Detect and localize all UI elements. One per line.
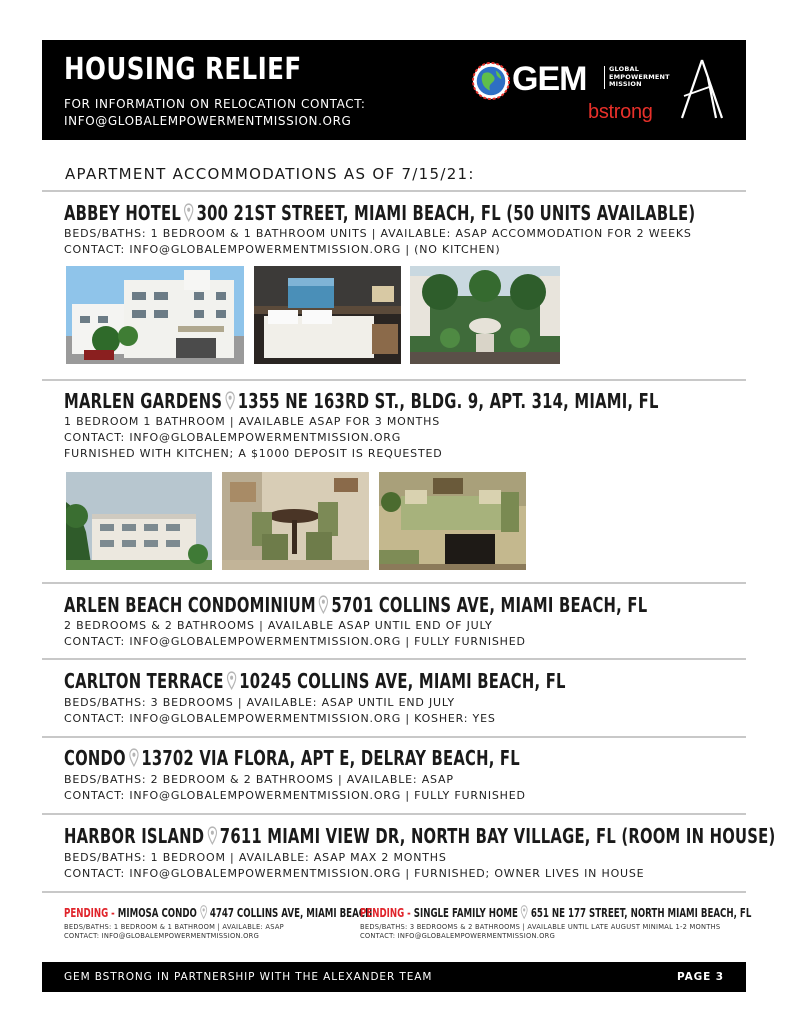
pending-title-single-family-home: PENDING - SINGLE FAMILY HOME 651 NE 177 STREET, NORTH MIAMI BEACH, FL <box>360 906 752 920</box>
pending-title-mimosa-condo: PENDING - MIMOSA CONDO 4747 COLLINS AVE, MIAMI BEACH <box>64 906 373 920</box>
listing-title-harbor-island <box>64 824 775 848</box>
listing-name: CONDO <box>64 746 126 770</box>
listing-detail: BEDS/BATHS: 2 BEDROOM & 2 BATHROOMS | AVAILABLE: ASAP <box>64 773 454 786</box>
listing-title-abbey-hotel <box>64 201 695 225</box>
location-pin-icon <box>200 905 207 919</box>
footer-partnership-text: GEM BSTRONG IN PARTNERSHIP WITH THE ALEXANDER TEAM <box>64 971 433 983</box>
header-contact-label: FOR INFORMATION ON RELOCATION CONTACT: <box>64 97 366 111</box>
divider <box>42 813 746 815</box>
listing-name: HARBOR ISLAND <box>64 824 205 848</box>
pending-status-badge: PENDING <box>64 906 109 920</box>
listing-detail: CONTACT: INFO@GLOBALEMPOWERMENTMISSION.ORG | KOSHER: YES <box>64 712 496 725</box>
listing-detail: CONTACT: INFO@GLOBALEMPOWERMENTMISSION.ORG | (NO KITCHEN) <box>64 243 501 256</box>
listing-title-carlton-terrace <box>64 669 566 693</box>
pending-status-badge: PENDING <box>360 906 405 920</box>
page-header <box>42 40 746 140</box>
pending-address: 4747 COLLINS AVE, MIAMI BEACH <box>209 906 373 920</box>
alexander-team-logo-icon <box>678 56 726 122</box>
listing-address: 300 21ST STREET, MIAMI BEACH, FL (50 UNITS AVAILABLE) <box>196 201 696 225</box>
listing-detail: BEDS/BATHS: 3 BEDROOMS | AVAILABLE: ASAP UNTIL END JULY <box>64 696 455 709</box>
header-contact-email[interactable]: INFO@GLOBALEMPOWERMENTMISSION.ORG <box>64 114 352 128</box>
listing-detail: FURNISHED WITH KITCHEN; A $1000 DEPOSIT IS REQUESTED <box>64 447 443 460</box>
pending-name: SINGLE FAMILY HOME <box>413 906 518 920</box>
divider <box>42 582 746 584</box>
listing-title-arlen-beach <box>64 593 647 617</box>
page-title: HOUSING RELIEF <box>64 52 302 87</box>
listing-address: 1355 NE 163RD ST., BLDG. 9, APT. 314, MIAMI, FL <box>237 389 659 413</box>
divider <box>42 736 746 738</box>
page-footer <box>42 962 746 992</box>
photo-marlen-gardens-exterior <box>66 472 212 570</box>
listing-address: 5701 COLLINS AVE, MIAMI BEACH, FL <box>331 593 648 617</box>
pending-detail: BEDS/BATHS: 1 BEDROOM & 1 BATHROOM | AVAILABLE: ASAP <box>64 923 284 931</box>
listing-detail: BEDS/BATHS: 1 BEDROOM & 1 BATHROOM UNITS | AVAILABLE: ASAP ACCOMMODATION FOR 2 WEEKS <box>64 227 692 240</box>
listing-title-marlen-gardens <box>64 389 659 413</box>
location-pin-icon <box>521 905 528 919</box>
location-pin-icon <box>184 203 194 222</box>
listing-detail: CONTACT: INFO@GLOBALEMPOWERMENTMISSION.ORG <box>64 431 402 444</box>
listing-address: 7611 MIAMI VIEW DR, NORTH BAY VILLAGE, FL (ROOM IN HOUSE) <box>219 824 776 848</box>
photo-marlen-gardens-dining <box>222 472 369 570</box>
divider <box>42 379 746 381</box>
location-pin-icon <box>207 826 217 845</box>
pending-detail: CONTACT: INFO@GLOBALEMPOWERMENTMISSION.ORG <box>360 932 555 940</box>
pending-detail: CONTACT: INFO@GLOBALEMPOWERMENTMISSION.ORG <box>64 932 259 940</box>
divider <box>42 891 746 893</box>
listing-title-condo <box>64 746 520 770</box>
location-pin-icon <box>129 748 139 767</box>
page-number: PAGE 3 <box>676 971 724 983</box>
pending-address: 651 NE 177 STREET, NORTH MIAMI BEACH, FL <box>530 906 752 920</box>
photo-abbey-hotel-courtyard <box>410 266 560 364</box>
gem-logo-text: GEM <box>512 60 587 98</box>
gem-tag-line: EMPOWERMENT <box>609 72 670 81</box>
listing-detail: CONTACT: INFO@GLOBALEMPOWERMENTMISSION.ORG | FURNISHED; OWNER LIVES IN HOUSE <box>64 867 645 880</box>
location-pin-icon <box>319 595 329 614</box>
photo-marlen-gardens-living-room <box>379 472 526 570</box>
pending-detail: BEDS/BATHS: 3 BEDROOMS & 2 BATHROOMS | AVAILABLE UNTIL LATE AUGUST MINIMAL 1-2 MONTHS <box>360 923 721 931</box>
listing-name: MARLEN GARDENS <box>64 389 223 413</box>
divider <box>42 658 746 660</box>
photo-abbey-hotel-room <box>254 266 401 364</box>
listing-detail: 1 BEDROOM 1 BATHROOM | AVAILABLE ASAP FOR 3 MONTHS <box>64 415 441 428</box>
divider <box>42 190 746 192</box>
gem-tag-line: GLOBAL <box>609 65 640 73</box>
section-heading: APARTMENT ACCOMMODATIONS AS OF 7/15/21: <box>65 165 475 183</box>
listing-detail: 2 BEDROOMS & 2 BATHROOMS | AVAILABLE ASAP UNTIL END OF JULY <box>64 619 493 632</box>
listing-detail: CONTACT: INFO@GLOBALEMPOWERMENTMISSION.ORG | FULLY FURNISHED <box>64 635 526 648</box>
listing-name: ABBEY HOTEL <box>64 201 182 225</box>
location-pin-icon <box>227 671 237 690</box>
bstrong-logo-text: bstrong <box>588 101 653 123</box>
listing-address: 10245 COLLINS AVE, MIAMI BEACH, FL <box>239 669 566 693</box>
location-pin-icon <box>225 391 235 410</box>
pending-name: MIMOSA CONDO <box>117 906 197 920</box>
listing-name: CARLTON TERRACE <box>64 669 224 693</box>
listing-detail: CONTACT: INFO@GLOBALEMPOWERMENTMISSION.ORG | FULLY FURNISHED <box>64 789 526 802</box>
gem-logo-tagline <box>604 66 670 89</box>
gem-tag-line: MISSION <box>609 80 642 88</box>
listing-name: ARLEN BEACH CONDOMINIUM <box>64 593 316 617</box>
listing-detail: BEDS/BATHS: 1 BEDROOM | AVAILABLE: ASAP MAX 2 MONTHS <box>64 851 447 864</box>
photo-abbey-hotel-exterior <box>66 266 244 364</box>
gem-globe-logo-icon <box>472 62 510 100</box>
listing-address: 13702 VIA FLORA, APT E, DELRAY BEACH, FL <box>141 746 520 770</box>
